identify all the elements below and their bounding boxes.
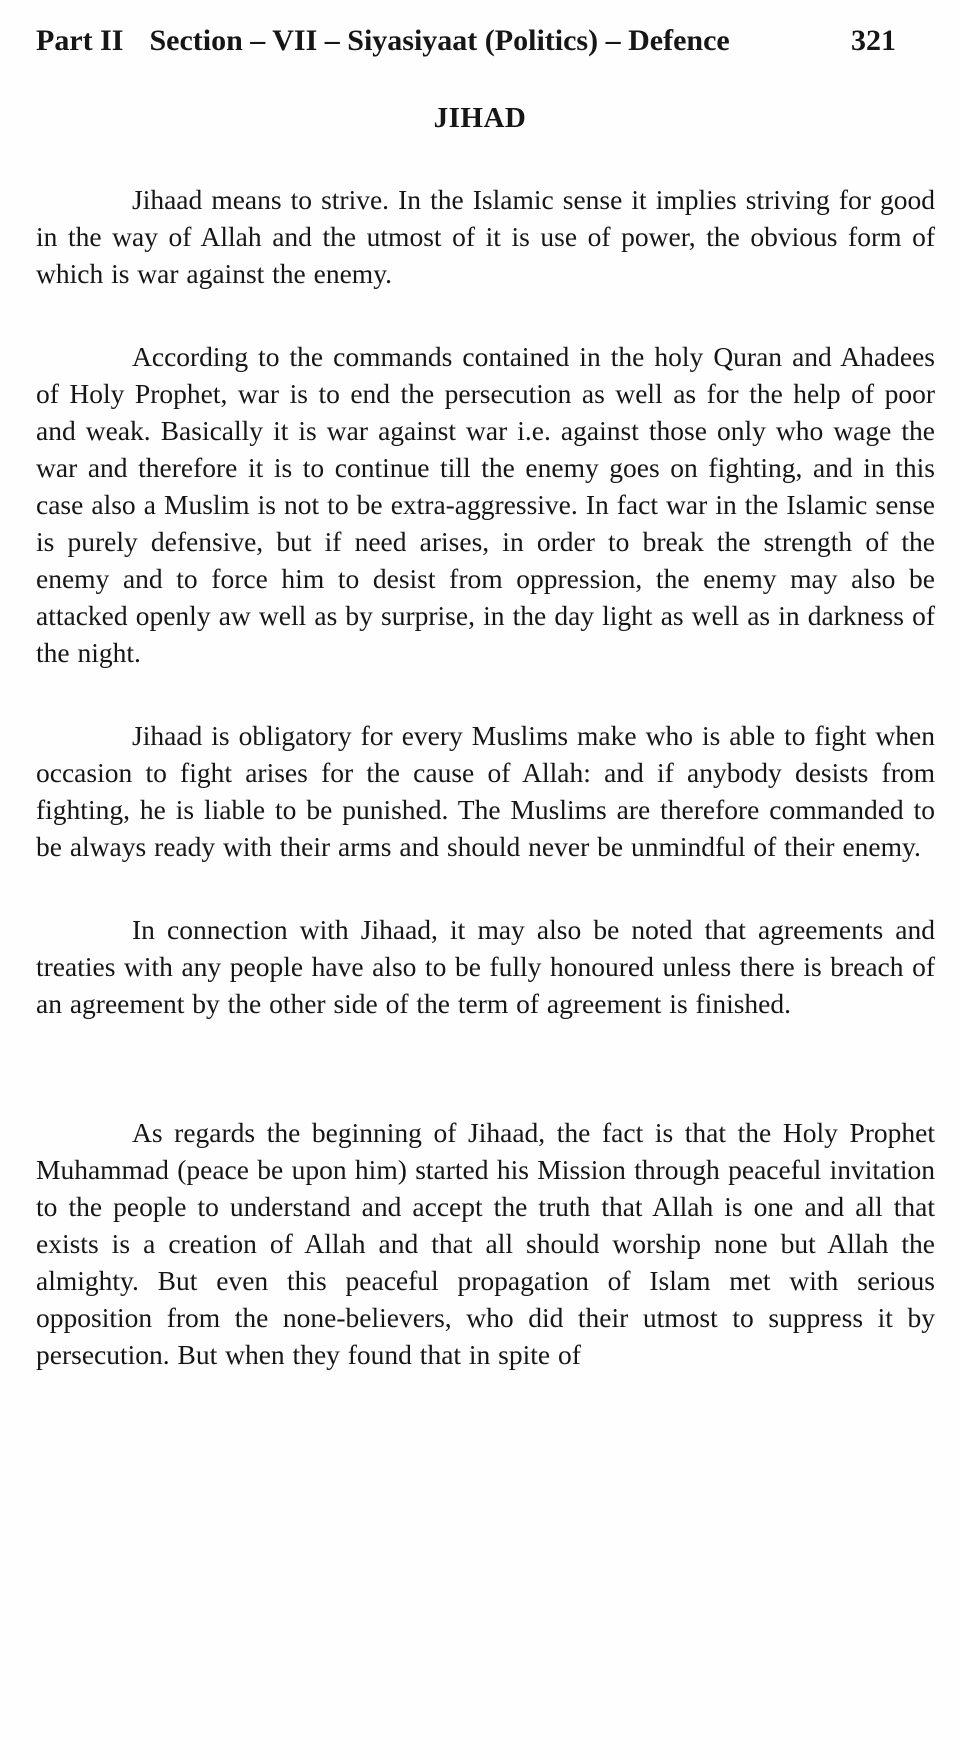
body-text bbox=[0, 181, 960, 1373]
paragraph: Jihaad is obligatory for every Muslims make who is able to fight when occasion to fight arises for the cause of Allah: and if anybody desists from fighting, he is liable to be punished. The Muslims are therefore commanded to be always ready with their arms and should never be unmindful of their enemy. bbox=[36, 720, 935, 862]
paragraph: As regards the beginning of Jihaad, the fact is that the Holy Prophet Muhammad (peace be upon him) started his Mission through peaceful invitation to the people to understand and accept the truth that Allah is one and all that exists is a creation of Allah and that all should worship none but Allah the almighty. But even this peaceful propagation of Islam met with serious opposition from the none-believers, who did their utmost to suppress it by persecution. But when they found that in spite of bbox=[36, 1117, 935, 1370]
section-label: Section – VII – Siyasiyaat (Politics) – Defence bbox=[149, 24, 730, 57]
chapter-title: JIHAD bbox=[433, 102, 527, 134]
paragraph: According to the commands contained in the holy Quran and Ahadees of Holy Prophet, war is to end the persecution as well as for the help of poor and weak. Basically it is war against war i.e. against those only who wage the war and therefore it is to continue till the enemy goes on fighting, and in this case also a Muslim is not to be extra-aggressive. In fact war in the Islamic sense is purely defensive, but if need arises, in order to break the strength of the enemy and to force him to desist from oppression, the enemy may also be attacked openly aw well as by surprise, in the day light as well as in darkness of the night. bbox=[36, 341, 935, 668]
page-number: 321 bbox=[851, 24, 896, 57]
paragraph: Jihaad means to strive. In the Islamic sense it implies striving for good in the way of Allah and the utmost of it is use of power, the obvious form of which is war against the enemy. bbox=[36, 184, 935, 289]
part-label: Part II bbox=[36, 24, 124, 57]
paragraph: In connection with Jihaad, it may also be noted that agreements and treaties with any people have also to be fully honoured unless there is breach of an agreement by the other side of the term of agreement is finished. bbox=[36, 914, 935, 1019]
running-head bbox=[36, 24, 730, 58]
page-header bbox=[0, 0, 960, 58]
